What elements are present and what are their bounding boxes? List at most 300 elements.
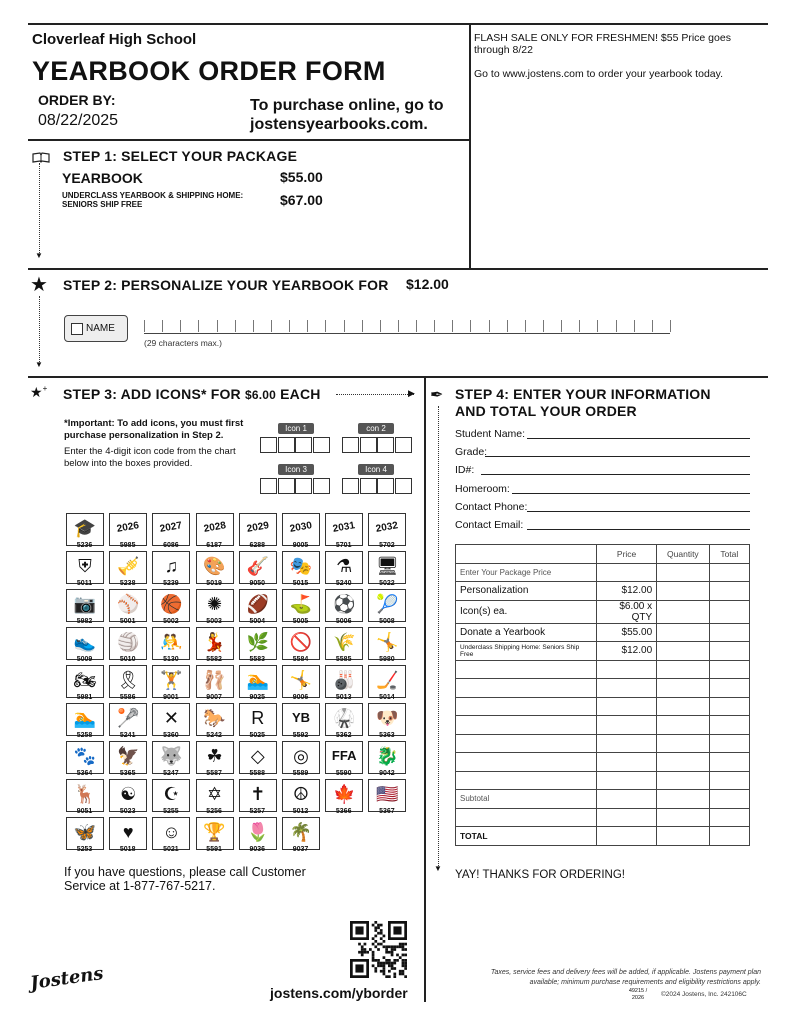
order-row-total[interactable]: [709, 734, 749, 753]
icon-2-digit-box[interactable]: [377, 437, 394, 453]
order-row-price: [597, 771, 657, 790]
order-row-quantity[interactable]: [657, 808, 709, 827]
ballet-icon: 🩰: [203, 670, 226, 690]
order-by-date: 08/22/2025: [38, 112, 119, 129]
name-char-box-divider: [253, 320, 254, 332]
dumbbell-icon: 🏋: [160, 670, 183, 690]
icon-4-digit-box[interactable]: [395, 478, 412, 494]
year-2026-icon: 2026: [116, 520, 141, 535]
wheat-icon: 🌾: [332, 632, 356, 652]
icon-code: 5256: [206, 808, 222, 815]
icon-code: 9025: [249, 694, 266, 701]
music-notes-icon: ♫: [164, 556, 179, 576]
icon-code: 6187: [206, 542, 222, 549]
leaf-icon: 🌿: [246, 632, 269, 652]
icon-code: 9006: [292, 694, 309, 701]
dotted-arrow-right-icon: [336, 394, 414, 395]
icon-code: 9036: [249, 846, 266, 853]
order-row-quantity[interactable]: [657, 679, 709, 698]
order-table-header-cell: Quantity: [657, 545, 709, 564]
order-by-label: ORDER BY:: [38, 92, 116, 108]
page-title: YEARBOOK ORDER FORM: [32, 56, 386, 86]
icon-code: 5247: [163, 770, 179, 777]
icon-code: 5236: [76, 542, 93, 549]
icon-4-digit-box[interactable]: [342, 478, 359, 494]
icon-4-digit-box[interactable]: [360, 478, 377, 494]
arrow-down-icon: ▼: [35, 360, 43, 369]
hockey-puck-icon: 🏒: [376, 670, 399, 690]
yearbook-staff-icon: YB: [291, 710, 311, 725]
order-row-total[interactable]: [709, 563, 749, 582]
deca-icon: ◎: [293, 746, 309, 766]
order-table-header-cell: Price: [597, 545, 657, 564]
icon-code: 5009: [76, 656, 93, 663]
icon-code: 5025: [249, 732, 266, 739]
wolf-icon: 🐺: [160, 746, 183, 766]
name-max-note: (29 characters max.): [144, 338, 222, 348]
icon-code: 5010: [119, 656, 136, 663]
bowling-icon: 🎳: [332, 670, 356, 690]
step1-title: STEP 1: SELECT YOUR PACKAGE: [63, 148, 298, 164]
order-row-quantity[interactable]: [657, 642, 709, 661]
palm-tree-icon: 🌴: [289, 822, 313, 842]
order-row-quantity[interactable]: [657, 716, 709, 735]
theater-masks-icon: 🎭: [289, 556, 313, 576]
name-char-box-divider: [670, 320, 671, 332]
qr-code: [350, 921, 407, 978]
tennis-ball-icon: 🎾: [376, 594, 399, 614]
year-2029-icon: 2029: [245, 520, 270, 535]
icon-3-digit-box[interactable]: [295, 478, 312, 494]
order-row-price: $55.00: [597, 623, 657, 642]
order-row-total[interactable]: [709, 600, 749, 623]
icon-code: 5366: [335, 808, 352, 815]
icon-4-digit-box[interactable]: [377, 478, 394, 494]
star-icon: ★: [30, 274, 48, 296]
order-row-total[interactable]: [709, 827, 749, 846]
icon-code: 5238: [119, 580, 136, 587]
field-input-line[interactable]: [512, 493, 750, 494]
icon-code: 5985: [119, 542, 136, 549]
motocross-icon: 🏍: [73, 670, 97, 690]
order-row-label: Icon(s) ea.: [456, 600, 597, 623]
icon-code: 5981: [76, 694, 93, 701]
icon-4-label: Icon 4: [358, 464, 394, 475]
order-table-row: [456, 563, 750, 582]
order-row-label: [456, 734, 597, 753]
name-char-box-divider: [180, 320, 181, 332]
order-row-total[interactable]: [709, 679, 749, 698]
order-row-label: Donate a Yearbook: [456, 623, 597, 642]
icon-code: 5365: [119, 770, 136, 777]
field-input-line[interactable]: [481, 474, 750, 475]
tulip-icon: 🌷: [246, 822, 269, 842]
package-yearbook-label[interactable]: YEARBOOK: [62, 170, 143, 186]
order-row-label: Subtotal: [456, 790, 597, 809]
name-char-box-divider: [579, 320, 580, 332]
icon-code: 5008: [379, 618, 395, 625]
peace-sign-icon: ☮: [292, 784, 310, 804]
four-h-clover-icon: ☘: [206, 746, 223, 766]
icon-code: 5022: [379, 580, 395, 587]
icon-1-label: Icon 1: [278, 423, 314, 434]
order-row-total[interactable]: [709, 582, 749, 601]
graduation-cap-icon: 🎓: [73, 518, 97, 538]
order-row-price: $12.00: [597, 642, 657, 661]
icon-code: 5980: [379, 656, 395, 663]
thanks-message: YAY! THANKS FOR ORDERING!: [455, 869, 625, 881]
icon-code: 5592: [292, 732, 309, 739]
enter-code-note: Enter the 4-digit icon code from the chart below into the boxes provided.: [64, 446, 236, 469]
icon-code: 5367: [379, 808, 395, 815]
name-char-box-divider: [198, 320, 199, 332]
icon-code: 5584: [292, 656, 309, 663]
order-row-total[interactable]: [709, 771, 749, 790]
bulldog-icon: 🐶: [376, 708, 399, 728]
order-row-total[interactable]: [709, 623, 749, 642]
order-row-label: Enter Your Package Price: [456, 563, 597, 582]
icon-code: 5018: [119, 846, 136, 853]
name-char-box-divider: [652, 320, 653, 332]
order-table-row: [456, 790, 750, 809]
icon-code: 5006: [335, 618, 352, 625]
icon-code: 6288: [249, 542, 266, 549]
icon-code: 5005: [292, 618, 309, 625]
eagle-icon: 🦅: [116, 746, 140, 766]
icon-code: 9051: [76, 808, 93, 815]
year-2030-icon: 2030: [289, 520, 313, 535]
order-row-quantity[interactable]: [657, 790, 709, 809]
name-char-box-divider: [398, 320, 399, 332]
order-row-price: [597, 660, 657, 679]
name-option[interactable]: [64, 315, 128, 342]
icon-1-digit-box[interactable]: [313, 437, 330, 453]
order-row-quantity[interactable]: [657, 734, 709, 753]
step4-title-line1: STEP 4: ENTER YOUR INFORMATION: [455, 386, 711, 402]
camera-icon: 📷: [73, 594, 97, 614]
icon-2-digit-box[interactable]: [342, 437, 359, 453]
icon-code: 9001: [163, 694, 179, 701]
step3-title-b: EACH: [280, 386, 321, 402]
order-row-quantity[interactable]: [657, 827, 709, 846]
name-char-box-divider: [380, 320, 381, 332]
order-row-quantity[interactable]: [657, 582, 709, 601]
name-char-box-divider: [434, 320, 435, 332]
star-crescent-icon: ☪: [163, 784, 180, 804]
order-row-label: [456, 697, 597, 716]
icon-code: 5003: [206, 618, 222, 625]
icon-code: 5242: [206, 732, 222, 739]
package-yearbook-price: $55.00: [280, 169, 323, 185]
icon-code: 6086: [163, 542, 179, 549]
icon-3-digit-box[interactable]: [313, 478, 330, 494]
year-2027-icon: 2027: [159, 520, 184, 535]
paw-print-icon: 🐾: [73, 746, 97, 766]
shield-icon: ⛨: [78, 556, 92, 576]
name-char-box-divider: [416, 320, 417, 332]
order-row-quantity[interactable]: [657, 697, 709, 716]
icon-code: 5258: [76, 732, 93, 739]
icon-code: 5360: [163, 732, 179, 739]
name-char-box-divider: [235, 320, 236, 332]
order-row-total[interactable]: [709, 753, 749, 772]
icon-1-digit-box[interactable]: [260, 437, 277, 453]
icon-code: 5011: [76, 580, 93, 587]
field-input-line[interactable]: [527, 511, 750, 512]
order-row-label: [456, 679, 597, 698]
soccer-ball-icon: ⚽: [332, 594, 356, 614]
package-underclass-price: $67.00: [280, 192, 323, 208]
name-entry-boxes[interactable]: [144, 320, 670, 334]
icon-code: 5130: [163, 656, 179, 663]
year-2031-icon: 2031: [332, 520, 357, 535]
order-row-quantity[interactable]: [657, 753, 709, 772]
order-table-header: [456, 545, 750, 564]
name-char-box-divider: [144, 320, 145, 332]
dancer-icon: 💃: [203, 632, 226, 652]
name-char-box-divider: [162, 320, 163, 332]
icon-3-label: Icon 3: [278, 464, 314, 475]
field-label: Contact Phone:: [455, 500, 528, 513]
order-row-price: $6.00 x QTY: [597, 600, 657, 623]
name-char-box-divider: [344, 320, 345, 332]
order-table-row: [456, 582, 750, 601]
year-2032-icon: 2032: [375, 520, 400, 535]
pen-icon: ✒: [430, 387, 444, 404]
order-row-quantity[interactable]: [657, 771, 709, 790]
order-row-price: $12.00: [597, 582, 657, 601]
order-row-price: [597, 716, 657, 735]
basketball-icon: 🏀: [160, 594, 183, 614]
order-row-price: [597, 827, 657, 846]
icon-code: 5019: [206, 580, 222, 587]
order-row-total[interactable]: [709, 808, 749, 827]
icon-3-digit-box[interactable]: [260, 478, 277, 494]
online-line-1: To purchase online, go to: [250, 97, 444, 114]
goto-note: Go to www.jostens.com to order your yearbook today.: [474, 68, 724, 80]
icon-code: 5021: [163, 846, 179, 853]
order-row-price: [597, 790, 657, 809]
no-bullying-icon: 🚫: [289, 632, 313, 652]
order-row-label: [456, 808, 597, 827]
football-helmet-icon: 🏈: [246, 594, 269, 614]
field-input-line[interactable]: [527, 529, 750, 530]
name-char-box-divider: [289, 320, 290, 332]
star-of-david-icon: ✡: [207, 784, 223, 804]
icon-code: 5023: [119, 808, 136, 815]
arrow-down-icon: ▼: [434, 864, 442, 873]
order-row-total[interactable]: [709, 660, 749, 679]
lacrosse-icon: 🥍: [116, 708, 140, 728]
name-char-box-divider: [616, 320, 617, 332]
name-char-box-divider: [307, 320, 308, 332]
icon-2-digit-box[interactable]: [395, 437, 412, 453]
step3-price: $6.00: [244, 388, 276, 402]
order-table-row: [456, 623, 750, 642]
order-row-total[interactable]: [709, 716, 749, 735]
field-label: ID#:: [455, 464, 475, 477]
order-row-quantity[interactable]: [657, 600, 709, 623]
order-row-quantity[interactable]: [657, 660, 709, 679]
icon-2-label: con 2: [358, 423, 394, 434]
order-row-total[interactable]: [709, 697, 749, 716]
icon-1-digit-box[interactable]: [278, 437, 295, 453]
name-char-box-divider: [561, 320, 562, 332]
icon-code: 5589: [292, 770, 309, 777]
order-row-label: [456, 716, 597, 735]
icon-code: 5015: [292, 580, 309, 587]
sparkle-star-icon: ★+: [30, 384, 48, 400]
field-input-line[interactable]: [485, 456, 750, 457]
martial-arts-icon: 🥋: [332, 708, 356, 728]
order-table-row: [456, 827, 750, 846]
icon-2-digit-box[interactable]: [360, 437, 377, 453]
name-checkbox[interactable]: [71, 323, 83, 335]
name-char-box-divider: [634, 320, 635, 332]
paint-palette-icon: 🎨: [203, 556, 226, 576]
name-char-box-divider: [507, 320, 508, 332]
order-row-label: Underclass Shipping Home: Seniors Ship Free: [456, 642, 597, 661]
icon-1-digit-box[interactable]: [295, 437, 312, 453]
hearts-icon: ♥: [122, 822, 134, 842]
icon-code: 5001: [119, 618, 136, 625]
order-row-label: [456, 753, 597, 772]
icon-code: 5255: [163, 808, 179, 815]
pompom-icon: ✺: [207, 594, 223, 614]
important-note: *Important: To add icons, you must first purchase personalization in Step 2.: [64, 418, 244, 441]
footer-url[interactable]: jostens.com/yborder: [270, 985, 408, 1001]
order-row-total[interactable]: [709, 790, 749, 809]
order-table-row: [456, 660, 750, 679]
trumpet-icon: 🎺: [116, 556, 140, 576]
golf-icon: ⛳: [289, 594, 313, 614]
step2-price: $12.00: [406, 276, 449, 292]
order-table: [455, 544, 750, 846]
name-char-box-divider: [217, 320, 218, 332]
icon-code: 5241: [119, 732, 136, 739]
award-icon: 🏆: [203, 822, 226, 842]
future-business-icon: ◇: [250, 746, 265, 766]
fine-print: Taxes, service fees and delivery fees will be added, if applicable. Jostens payment plan available; minimum purchase requirements and eligibility restrictions apply.: [490, 969, 761, 986]
order-row-price: [597, 679, 657, 698]
flash-sale-note: FLASH SALE ONLY FOR FRESHMEN! $55 Price goes through 8/22: [474, 32, 731, 56]
order-row-label: [456, 771, 597, 790]
crossed-sticks-icon: ✕: [163, 708, 179, 728]
guitar-icon: 🎸: [246, 556, 269, 576]
step3-title: [63, 386, 321, 402]
arrow-right-icon: ▶: [408, 388, 415, 398]
icon-code: 5587: [206, 770, 222, 777]
online-line-2: jostensyearbooks.com.: [250, 116, 428, 133]
icon-code: 5257: [249, 808, 266, 815]
name-char-box-divider: [489, 320, 490, 332]
icon-code: 5363: [379, 732, 395, 739]
icon-code: 5002: [163, 618, 179, 625]
awareness-ribbon-icon: 🎗: [116, 670, 140, 690]
icon-code: 5012: [292, 808, 309, 815]
field-label: Contact Email:: [455, 519, 524, 531]
field-label: Grade:: [455, 446, 488, 459]
baseball-bats-icon: ⚾: [116, 594, 140, 614]
order-row-quantity[interactable]: [657, 623, 709, 642]
cross-icon: ✝: [250, 784, 266, 804]
icon-code: 5364: [76, 770, 93, 777]
icon-code: 9042: [379, 770, 395, 777]
icon-code: 5701: [335, 542, 352, 549]
name-char-box-divider: [362, 320, 363, 332]
icon-code: 5583: [249, 656, 266, 663]
icon-code: 5004: [249, 618, 266, 625]
deer-icon: 🦌: [73, 784, 97, 804]
icon-code: 9037: [292, 846, 309, 853]
order-row-label: [456, 660, 597, 679]
order-row-quantity[interactable]: [657, 563, 709, 582]
icon-code: 5586: [119, 694, 136, 701]
icon-3-digit-box[interactable]: [278, 478, 295, 494]
science-icon: ⚗: [336, 556, 353, 576]
icon-code: 5240: [335, 580, 352, 587]
icon-code: 5982: [76, 618, 93, 625]
field-label: Homeroom:: [455, 482, 510, 495]
icon-code: 5702: [379, 542, 395, 549]
name-char-box-divider: [543, 320, 544, 332]
butterfly-icon: 🦋: [73, 822, 97, 842]
step4-title-line2: AND TOTAL YOUR ORDER: [455, 403, 637, 419]
order-table-header-cell: Total: [709, 545, 749, 564]
icon-code: 5588: [249, 770, 266, 777]
icon-code: 5014: [379, 694, 395, 701]
computer-icon: 🖥: [375, 556, 399, 576]
cheer-jump-icon: 🤸: [376, 632, 399, 652]
gymnast-icon: 🤸: [289, 670, 313, 690]
order-row-price: [597, 734, 657, 753]
order-table-row: [456, 771, 750, 790]
icon-code: 9050: [249, 580, 266, 587]
order-table-header-cell: [456, 545, 597, 564]
questions-note: If you have questions, please call Customer Service at 1-877-767-5217.: [64, 865, 306, 893]
order-table-row: [456, 734, 750, 753]
form-code: 49215 / 2026: [628, 988, 648, 1001]
order-row-price: [597, 753, 657, 772]
school-name: Cloverleaf High School: [32, 31, 197, 48]
icon-code: 5585: [335, 656, 352, 663]
swimmer-icon: 🏊: [73, 708, 97, 728]
copyright: ©2024 Jostens, Inc. 242106C: [661, 991, 747, 998]
diver-icon: 🏊: [246, 670, 269, 690]
order-row-price: [597, 697, 657, 716]
name-char-box-divider: [525, 320, 526, 332]
icon-chart: [65, 513, 410, 858]
icon-code: 5582: [206, 656, 222, 663]
order-row-total[interactable]: [709, 642, 749, 661]
order-table-row: [456, 642, 750, 661]
step3-title-a: STEP 3: ADD ICONS* FOR: [63, 386, 241, 402]
name-char-box-divider: [452, 320, 453, 332]
package-underclass-label[interactable]: UNDERCLASS YEARBOOK & SHIPPING HOME: SENIORS SHIP FREE: [62, 191, 244, 209]
icon-code: 5590: [335, 770, 352, 777]
order-row-label: TOTAL: [456, 827, 597, 846]
order-table-row: [456, 679, 750, 698]
year-2028-icon: 2028: [202, 520, 227, 535]
book-icon: [32, 150, 50, 160]
maple-leaf-icon: 🍁: [332, 784, 356, 804]
icon-code: 5239: [163, 580, 179, 587]
field-input-line[interactable]: [527, 438, 750, 439]
order-row-price: [597, 563, 657, 582]
icon-code: 9007: [206, 694, 222, 701]
track-shoe-icon: 👟: [73, 632, 97, 652]
american-flag-icon: 🇺🇸: [376, 784, 399, 804]
